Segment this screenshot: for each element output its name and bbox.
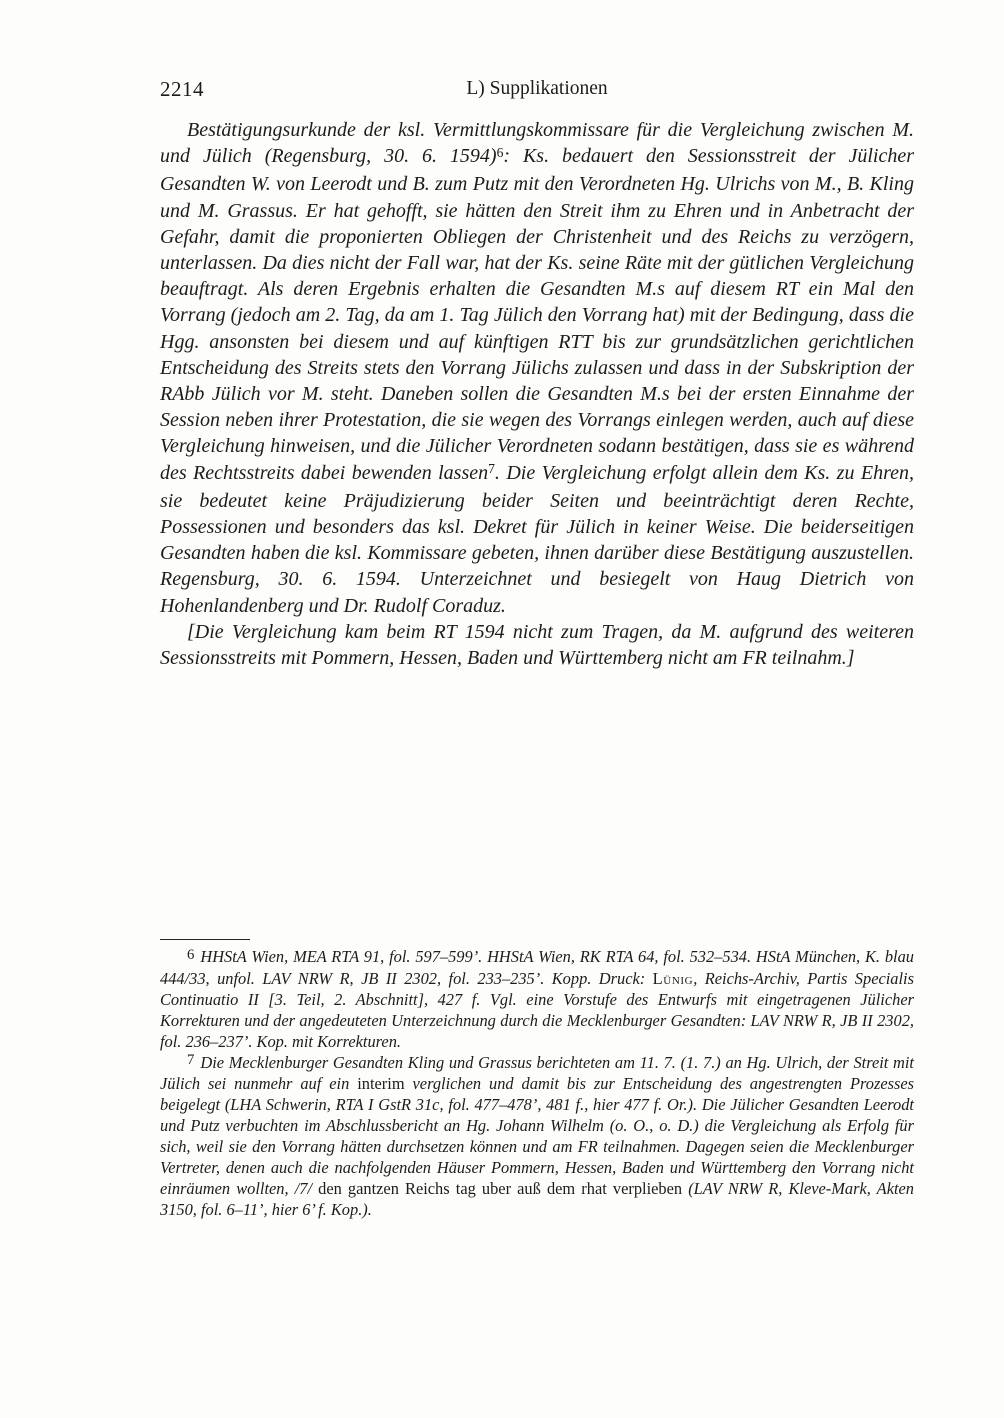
footnote-6: 6 HHStA Wien, MEA RTA 91, fol. 597–599’. HHStA Wien, RK RTA 64, fol. 532–534. HStA München, K. blau 444/33, unfol. LAV NRW R, JB II 2302, fol. 233–235’. Kopp. Druck: Lünig, Reichs-Archiv, Partis Specialis Continuatio II [3. Teil, 2. Abschnitt], 427 f. Vgl. eine Vorstufe des Entwurfs mit eingetragenen Jülicher Korrekturen und der angedeuteten Unterzeichnung durch die Mecklenburger Gesandten: LAV NRW R, JB II 2302, fol. 236–237’. Kop. mit Korrekturen.: [160, 946, 914, 1051]
page-number: 2214: [160, 77, 204, 101]
entry-paragraph: Bestätigungsurkunde der ksl. Vermittlungskommissare für die Vergleichung zwischen M. und Jülich (Regensburg, 30. 6. 1594)$^6$: Ks. bedauert den Sessionsstreit der Jülicher Gesandten W. von Leerodt und B. zum Putz mit den Verordneten Hg. Ulrichs von M., B. Kling und M. Grassus. Er hat gehofft, sie hätten den Streit ihm zu Ehren und in Anbetracht der Gefahr, damit die proponierten Obliegen der Christenheit und des Reichs zu verzögern, unterlassen. Da dies nicht der Fall war, hat der Ks. seine Räte mit der gütlichen Vergleichung beauftragt. Als deren Ergebnis erhalten die Gesandten M.s auf diesem RT ein Mal den Vorrang (jedoch am 2. Tag, da am 1. Tag Jülich den Vorrang hat) mit der Bedingung, dass die Hgg. ansonsten bei diesem und auf künftigen RTT bis zur grundsätzlichen gerichtlichen Entscheidung des Streits stets den Vorrang Jülichs zulassen und dass in der Subskription der RAbb Jülich vor M. steht. Daneben sollen die Gesandten M.s bei der ersten Einnahme der Session neben ihrer Protestation, die sie wegen des Vorrangs einlegen werden, auch auf diese Vergleichung hinweisen, und die Jülicher Verordneten sodann bestätigen, dass sie es während des Rechtsstreits dabei bewenden lassen$^7$. Die Vergleichung erfolgt allein dem Ks. zu Ehren, sie bedeutet keine Präjudizierung beider Seiten und beeinträchtigt deren Rechte, Possessionen und besonders das ksl. Dekret für Jülich in keiner Weise. Die beiderseitigen Gesandten haben die ksl. Kommissare gebeten, ihnen darüber diese Bestätigung auszustellen. Regensburg, 30. 6. 1594. Unterzeichnet und besiegelt von Haug Dietrich von Hohenlandenberg und Dr. Rudolf Coraduz.: [160, 119, 914, 617]
footnote-separator: [160, 939, 250, 940]
running-header: L) Supplikationen: [466, 78, 608, 99]
footnotes: [160, 947, 914, 1221]
page-header: [160, 76, 914, 104]
footnote-7: 7 Die Mecklenburger Gesandten Kling und Grassus berichteten am 11. 7. (1. 7.) an Hg. Ulrich, der Streit mit Jülich sei nunmehr auf ein interim verglichen und damit bis zur Entscheidung des angestrengten Prozesses beigelegt (LHA Schwerin, RTA I GstR 31c, fol. 477–478’, 481 f., hier 477 f. Or.). Die Jülicher Gesandten Leerodt und Putz verbuchten im Abschlussbericht an Hg. Johann Wilhelm (o. O., o. D.) die Vergleichung als Erfolg für sich, weil sie den Vorrang hätten durchsetzen können und am FR teilnahmen. Dagegen seien die Mecklenburger Vertreter, denen auch die nachfolgenden Häuser Pommern, Hessen, Baden und Württemberg den Vorrang nicht einräumen wollten, /7/ den gantzen Reichs tag uber auß dem rhat verplieben (LAV NRW R, Kleve-Mark, Akten 3150, fol. 6–11’, hier 6’ f. Kop.).: [160, 1052, 915, 1219]
entry-text: [160, 117, 914, 671]
editorial-note-paragraph: [Die Vergleichung kam beim RT 1594 nicht zum Tragen, da M. aufgrund des weiteren Sessionsstreits mit Pommern, Hessen, Baden und Württemberg nicht am FR teilnahm.]: [160, 620, 914, 670]
